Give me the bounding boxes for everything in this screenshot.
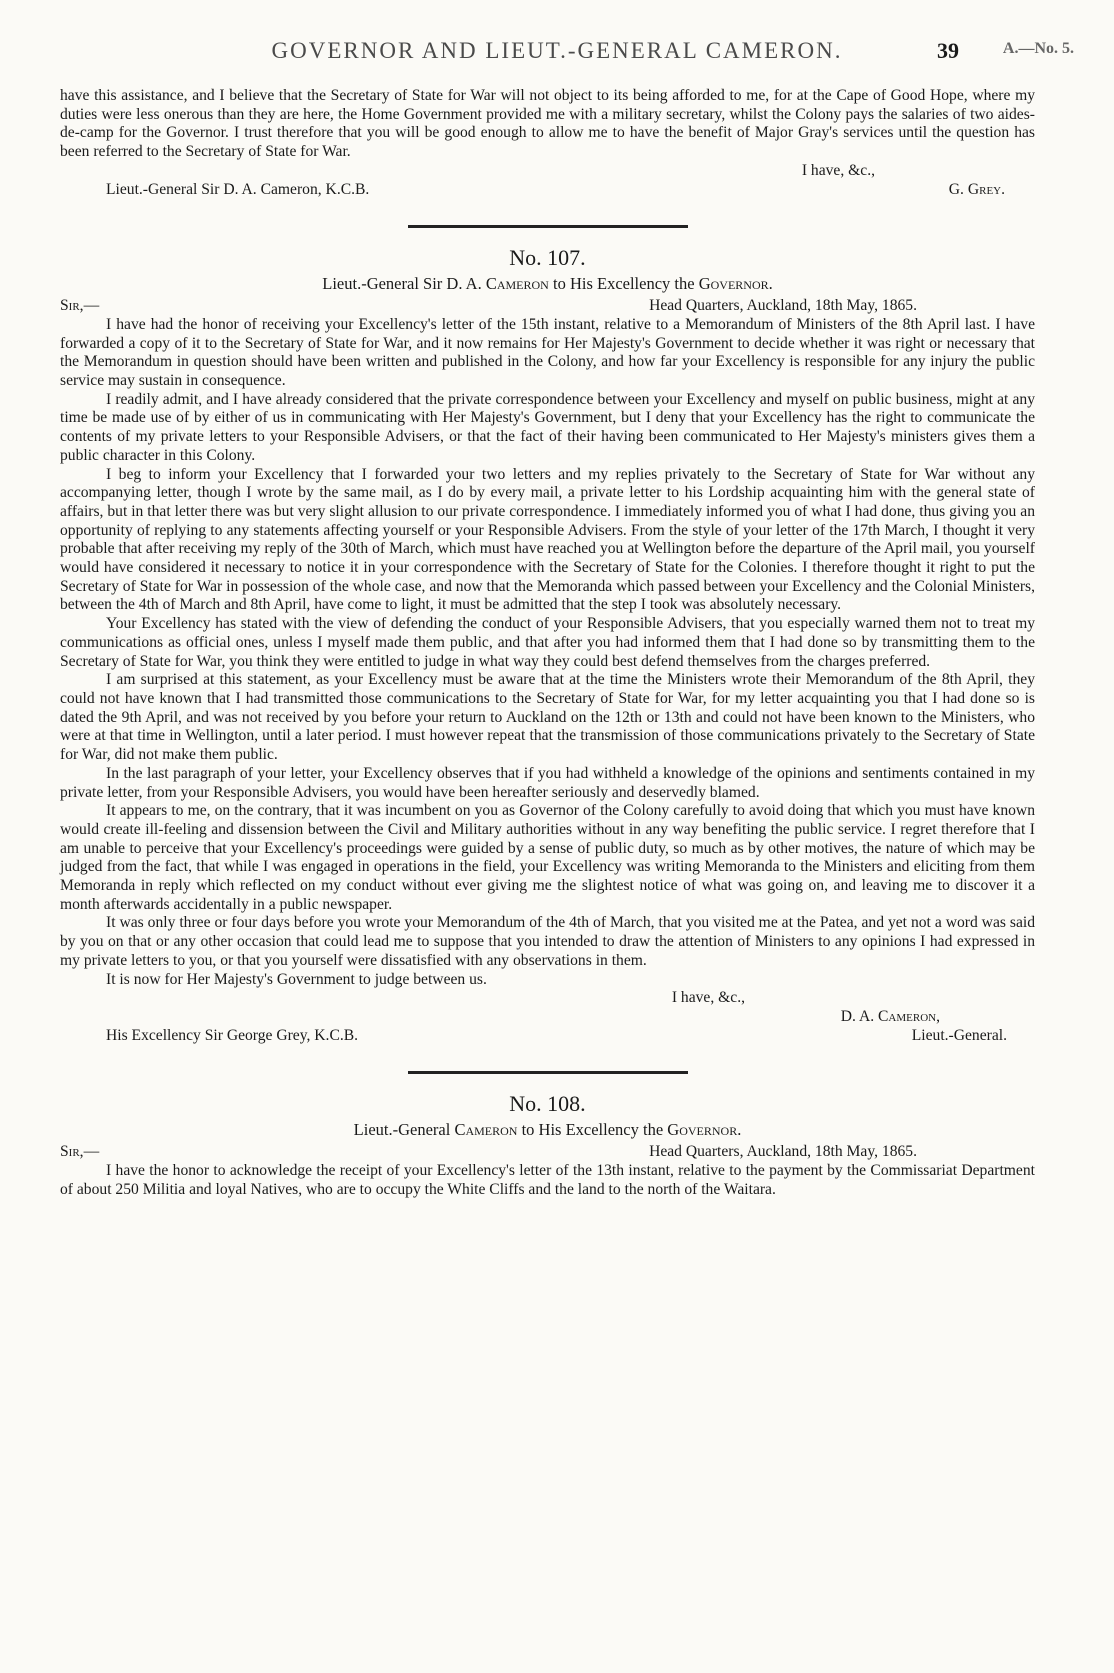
letter-107-paragraph: Your Excellency has stated with the view of defending the conduct of your Responsible Advisers, that you especially warned them not to treat my communications as official ones, unless I myself made them public, and that after you had informed them that I had done so by transmitting them to the Secretary of State for War, you think they were entitled to judge in what way they could best defend themselves from the charges preferred. xyxy=(60,615,1035,670)
letter-107-signature xyxy=(60,1008,1035,1027)
heading-name: Cameron xyxy=(454,1120,518,1140)
letter-107-number: No. 107. xyxy=(509,245,586,271)
opening-addressee: Lieut.-General Sir D. A. Cameron, K.C.B. xyxy=(106,180,370,198)
heading-middle: to His Excellency the xyxy=(521,1120,664,1140)
paper-reference: A.—No. 5. xyxy=(1002,40,1074,57)
opening-paragraph: have this assistance, and I believe that the Secretary of State for War will not object to its being afforded to me, for at the Cape of Good Hope, where my duties were less onerous than they are here, the Home Government provided me with a military secretary, whilst the Colony pays the salaries of two aides-de-camp for the Governor. I trust therefore that you will be good enough to allow me to have the benefit of Major Gray's services until the question has been referred to the Secretary of State for War. xyxy=(60,87,1035,161)
letter-108-paragraph: I have the honor to acknowledge the receipt of your Excellency's letter of the 13th instant, relative to the payment by the Commissariat Department of about 250 Militia and loyal Natives, who are to occupy the White Cliffs and the land to the north of the Waitara. xyxy=(60,1162,1035,1198)
place-date: Head Quarters, Auckland, 18th May, 1865. xyxy=(649,297,917,315)
heading-middle: to His Excellency the xyxy=(552,274,695,294)
letter-107-heading xyxy=(60,274,1035,294)
letter-107-paragraph: I readily admit, and I have already considered that the private correspondence between your Excellency and myself on public business, might at any time be made use of by either of us in communicating with Her Majesty's Government, but I deny that your Excellency has the right to communicate the contents of my private letters to your Responsible Advisers, or that the fact of their having been communicated to Her Majesty's ministers gives them a public character in this Colony. xyxy=(60,390,1035,464)
heading-recipient: Governor. xyxy=(698,274,773,294)
place-date: Head Quarters, Auckland, 18th May, 1865. xyxy=(649,1143,917,1161)
letter-107-paragraph: It was only three or four days before you wrote your Memorandum of the 4th of March, that you visited me at the Patea, and yet not a word was said by you on that or any other occasion that could lead me to suppose that you intended to draw the attention of Ministers to any opinions I had expressed in my private letters to you, or that you yourself were dissatisfied with any observations in them. xyxy=(60,914,1035,969)
letter-107-paragraph: In the last paragraph of your letter, your Excellency observes that if you had withheld a knowledge of the opinions and sentiments contained in my private letter, from your Responsible Advisers, you would have been hereafter seriously and deservedly blamed. xyxy=(60,764,1035,801)
page-body xyxy=(60,87,1035,1199)
letter-107-salutation-row xyxy=(60,297,1035,316)
heading-name: Cameron xyxy=(485,274,549,294)
letter-107-paragraph: It appears to me, on the contrary, that it was incumbent on you as Governor of the Colony carefully to avoid doing that which you must have known would create ill-feeling and dissension between the Civil and Military authorities without in any way benefiting the public service. I regret therefore that I am unable to perceive that your Excellency's proceedings were guided by a sense of public duty, so much as by other motives, the nature of which may be judged from the fact, that while I was engaged in operations in the field, your Excellency was writing Memoranda to the Ministers and eliciting from them Memoranda in reply which reflected on my conduct without ever giving me the slightest notice of what was going on, and leaving me to discover it a month afterwards accidentally in a public newspaper. xyxy=(60,802,1035,913)
heading-prefix: Lieut.-General xyxy=(353,1120,451,1140)
heading-prefix: Lieut.-General Sir D. A. xyxy=(322,274,482,294)
letter-107-paragraph: It is now for Her Majesty's Government to judge between us. xyxy=(106,970,487,988)
letter-107-addressee: His Excellency Sir George Grey, K.C.B. xyxy=(106,1026,359,1044)
opening-signature: G. Grey. xyxy=(948,180,1005,198)
letter-107-closing: I have, &c., xyxy=(671,989,745,1007)
letter-107-rank: Lieut.-General. xyxy=(911,1026,1007,1044)
salutation: Sir,— xyxy=(60,297,100,315)
page-number: 39 xyxy=(937,38,959,63)
heading-recipient: Governor. xyxy=(667,1120,742,1140)
section-divider xyxy=(408,225,688,228)
opening-closing: I have, &c., xyxy=(801,161,875,179)
letter-107-signature-row xyxy=(60,1027,1035,1046)
opening-signature-row xyxy=(60,181,1035,200)
section-divider xyxy=(408,1071,688,1074)
letter-108-salutation-row xyxy=(60,1143,1035,1162)
letter-108-number: No. 108. xyxy=(509,1091,586,1117)
running-title: GOVERNOR AND LIEUT.-GENERAL CAMERON. xyxy=(271,38,843,63)
page-header xyxy=(60,38,1074,68)
letter-107-paragraph: I have had the honor of receiving your Excellency's letter of the 15th instant, relative to a Memorandum of Ministers of the 8th April last. I have forwarded a copy of it to the Secretary of State for War, and it now remains for Her Majesty's Government to decide whether it was right or necessary that the Memorandum in question should have been written and published in the Colony, and how far your Excellency is responsible for any injury the public service may sustain in consequence. xyxy=(60,315,1035,390)
letter-108-heading xyxy=(60,1120,1035,1140)
salutation: Sir,— xyxy=(60,1143,100,1161)
letter-107-paragraph: I am surprised at this statement, as your Excellency must be aware that at the time the Ministers wrote their Memorandum of the 8th April, they could not have known that I had transmitted those communications to the Secretary of State for War, for my letter acquainting you that I had done so is dated the 9th April, and was not received by you before your return to Auckland on the 12th or 13th and could not have been known to the Ministers, who were at that time in Wellington, until a later period. I must however repeat that the transmission of those communications privately to the Secretary of State for War, did not make them public. xyxy=(60,671,1035,764)
signature-name: D. A. Cameron, xyxy=(840,1007,940,1025)
letter-107-paragraph: I beg to inform your Excellency that I forwarded your two letters and my replies privately to the Secretary of State for War without any accompanying letter, though I wrote by the same mail, as I do by every mail, a private letter to his Lordship acquainting him with the general state of affairs, but in that letter there was but very slight allusion to our private correspondence. I immediately informed you of what I had done, thus giving you an opportunity of replying to any statements affecting yourself or your Responsible Advisers. From the style of your letter of the 17th March, I thought it very probable that after receiving my reply of the 30th of March, which must have reached you at Wellington before the departure of the April mail, you yourself would have considered it necessary to notice it in your correspondence with the Secretary of State for the Colonies. I therefore thought it right to put the Secretary of State for War in possession of the whole case, and now that the Memoranda which passed between your Excellency and the Colonial Ministers, between the 4th of March and 8th April, have come to light, it must be admitted that the step I took was absolutely necessary. xyxy=(60,465,1035,614)
